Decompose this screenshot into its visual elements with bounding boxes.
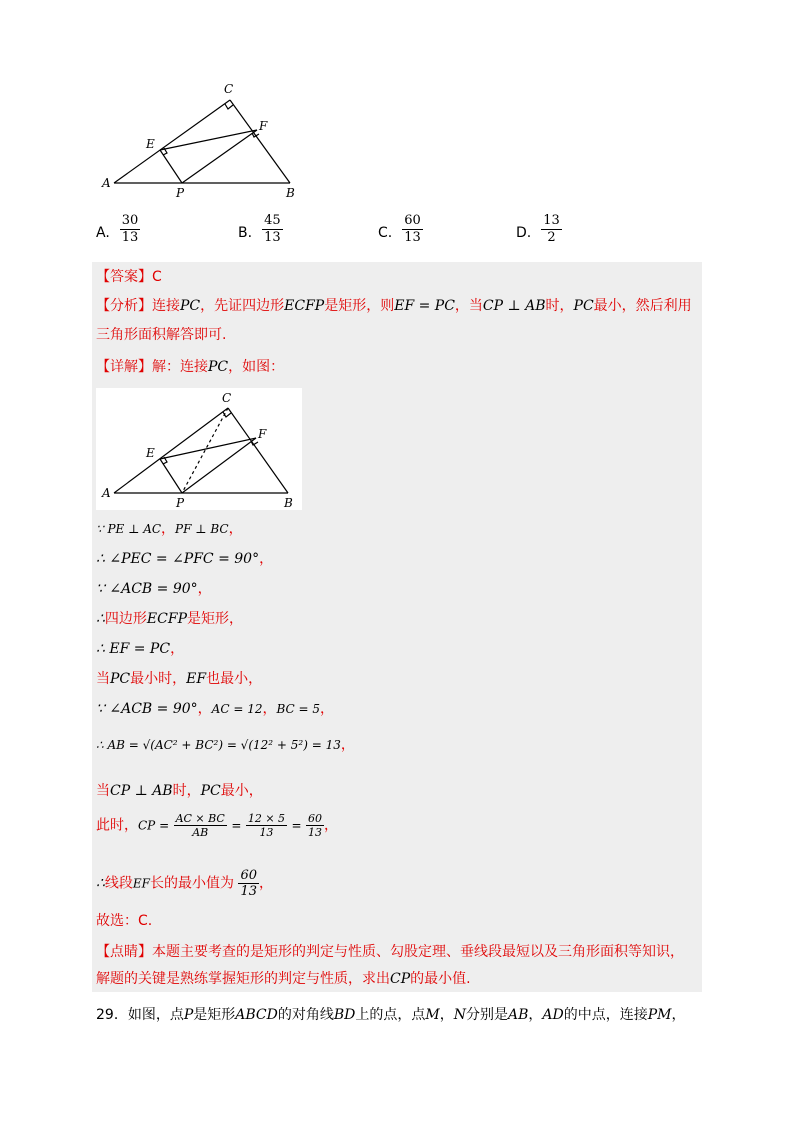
step-text: 最小，: [220, 783, 263, 799]
math-expression: ECFP: [146, 611, 187, 627]
step-text: ，: [197, 701, 212, 717]
math-expression: PC: [110, 671, 131, 687]
math-expression: AB: [507, 1007, 529, 1023]
math-expression: PC: [208, 359, 229, 375]
question-text: 分别是: [465, 1007, 508, 1023]
answer-line: [96, 266, 162, 288]
analysis-text: ，当: [454, 298, 483, 314]
label-E: E: [146, 446, 155, 460]
fraction-denominator: 13: [121, 230, 139, 245]
comment-tag: 【点睛】: [96, 944, 152, 960]
math-expression: =: [291, 818, 302, 833]
step-text: 长的最小值为: [150, 875, 235, 892]
choice-options: [96, 213, 736, 253]
analysis-text: ，先证四边形: [200, 298, 285, 314]
segment-CB: [230, 100, 290, 183]
math-expression: ∴: [96, 611, 105, 627]
step-text: ，: [340, 737, 355, 753]
analysis-text: 最小，然后利用: [593, 298, 692, 314]
fraction: [238, 868, 259, 899]
step-6: [96, 668, 262, 690]
math-expression: AC = 12: [211, 702, 263, 716]
analysis-line-2: 三角形面积解答即可.: [96, 327, 227, 343]
question-text: ，: [528, 1007, 543, 1023]
label-C: C: [224, 82, 234, 96]
math-expression: EF: [186, 671, 207, 687]
question-text: ，: [671, 1007, 686, 1023]
answer-tag: 【答案】: [96, 269, 152, 285]
math-expression: CP ⊥ AB: [482, 298, 546, 314]
fraction-numerator: 13: [543, 213, 560, 228]
step-text: 此时，: [96, 817, 138, 834]
math-expression: ECFP: [284, 298, 325, 314]
detail-text: ，如图：: [228, 359, 285, 375]
step-5: [96, 638, 184, 660]
question-text: 上的点，点: [355, 1007, 426, 1023]
step-text: 当: [96, 783, 110, 799]
math-expression: PM: [647, 1007, 672, 1023]
choice-letter: A.: [96, 224, 110, 241]
step-text: ，: [170, 641, 185, 657]
label-B: B: [286, 186, 295, 200]
math-expression: AD: [542, 1007, 564, 1023]
math-expression: CP: [390, 971, 411, 987]
solution-block: [92, 262, 702, 992]
fraction-denominator: 13: [259, 826, 274, 839]
step-text: ，: [262, 701, 277, 717]
fraction-denominator: 13: [308, 826, 323, 839]
question-text: ，: [439, 1007, 454, 1023]
step-2: [96, 548, 273, 570]
question-text: 的中点，连接: [563, 1007, 648, 1023]
fraction-numerator: 12 × 5: [247, 812, 286, 825]
choice-letter: C.: [378, 224, 393, 241]
step-text: ，: [228, 521, 243, 537]
step-1: [96, 518, 243, 540]
step-12: 故选：C.: [96, 913, 153, 929]
step-text: 当: [96, 671, 110, 687]
step-text: ，: [320, 701, 335, 717]
label-E: E: [146, 137, 155, 151]
question-text: 是矩形: [193, 1007, 236, 1023]
math-expression: P: [183, 1007, 194, 1023]
step-text: 线段: [104, 875, 133, 892]
choice-letter: D.: [516, 224, 532, 241]
segment-AC: [114, 100, 230, 183]
math-expression: EF: [132, 876, 151, 891]
fraction-numerator: 60: [308, 812, 323, 825]
triangle-figure-top: [96, 78, 306, 200]
analysis-text: 时，: [545, 298, 574, 314]
step-10: [96, 812, 338, 839]
detail-tag: 【详解】: [96, 359, 152, 375]
choice-fraction: [541, 213, 562, 246]
label-A: A: [102, 486, 111, 500]
analysis-line-1: [96, 295, 692, 317]
step-7: [96, 698, 334, 720]
fraction-numerator: 60: [240, 868, 258, 883]
choice-b: [238, 213, 283, 246]
step-text: ，: [324, 817, 339, 834]
step-text: 时，: [172, 783, 201, 799]
choice-fraction: [262, 213, 283, 246]
fraction: [174, 812, 227, 839]
math-expression: ABCD: [235, 1007, 278, 1023]
math-expression: ∴ AB = √(AC² + BC²) = √(12² + 5²) = 13: [96, 738, 341, 752]
step-text: ，: [259, 551, 274, 567]
step-text: 最小时，: [130, 671, 187, 687]
step-4: [96, 608, 243, 630]
math-expression: BD: [333, 1007, 356, 1023]
question-29: [96, 1004, 716, 1026]
analysis-text: 连接: [152, 298, 180, 314]
math-expression: ∵ ∠ACB = 90°: [96, 581, 198, 597]
math-expression: N: [453, 1007, 466, 1023]
math-expression: PC: [200, 783, 221, 799]
label-C: C: [222, 391, 232, 405]
question-number: 29．: [96, 1007, 128, 1023]
label-B: B: [284, 496, 293, 510]
choice-letter: B.: [238, 224, 253, 241]
fraction-denominator: 13: [264, 230, 281, 245]
step-9: [96, 780, 263, 802]
math-expression: PC: [180, 298, 201, 314]
step-text: 四边形: [104, 611, 147, 627]
question-text: 如图，点: [127, 1007, 184, 1023]
label-P: P: [176, 496, 185, 510]
math-expression: =: [231, 818, 242, 833]
math-expression: ∵ ∠ACB = 90°: [96, 701, 198, 717]
fraction: [306, 812, 324, 839]
label-A: A: [102, 176, 111, 190]
choice-d: [516, 213, 562, 246]
fraction-numerator: 30: [121, 213, 139, 228]
triangle-figure-bottom: [96, 388, 302, 510]
math-expression: ∴: [96, 875, 105, 892]
fraction-denominator: 2: [547, 230, 556, 245]
label-P: P: [176, 186, 185, 200]
math-expression: CP ⊥ AB: [110, 783, 173, 799]
comment-line-2: [96, 968, 471, 990]
choice-fraction: [120, 213, 141, 246]
answer-value: C: [152, 269, 162, 285]
analysis-text: 是矩形，则: [324, 298, 395, 314]
step-text: ，: [161, 521, 176, 537]
step-text: ，: [197, 581, 212, 597]
math-expression: BC = 5: [276, 702, 321, 716]
fraction-numerator: AC × BC: [175, 812, 225, 825]
detail-text: 解：连接: [152, 359, 208, 375]
math-expression: ∵ PE ⊥ AC: [96, 522, 162, 536]
math-expression: ∴ ∠PEC = ∠PFC = 90°: [96, 551, 260, 567]
fraction-denominator: 13: [240, 884, 258, 899]
math-expression: ∴ EF = PC: [96, 641, 171, 657]
fraction-numerator: 45: [264, 213, 281, 228]
choice-a: [96, 213, 140, 246]
step-text: ，: [259, 875, 274, 892]
label-F: F: [259, 119, 268, 133]
math-expression: PF ⊥ BC: [175, 522, 229, 536]
math-expression: PC: [573, 298, 594, 314]
comment-line-1: [96, 941, 684, 963]
math-expression: CP =: [138, 818, 170, 833]
math-expression: M: [425, 1007, 440, 1023]
choice-c: [378, 213, 423, 246]
step-8: [96, 734, 355, 756]
question-text: 的对角线: [277, 1007, 334, 1023]
comment-text: 的最小值.: [410, 971, 471, 987]
fraction-denominator: AB: [192, 826, 209, 839]
label-F: F: [258, 427, 267, 441]
analysis-tag: 【分析】: [96, 298, 152, 314]
step-text: 是矩形，: [187, 611, 243, 627]
step-11: [96, 868, 273, 899]
fraction: [246, 812, 287, 839]
fraction-denominator: 13: [404, 230, 421, 245]
detail-line: [96, 356, 284, 378]
step-3: [96, 578, 212, 600]
choice-fraction: [402, 213, 423, 246]
step-text: 也最小，: [206, 671, 263, 687]
comment-text: 本题主要考查的是矩形的判定与性质、勾股定理、垂线段最短以及三角形面积等知识，: [152, 944, 684, 960]
comment-text: 解题的关键是熟练掌握矩形的判定与性质，求出: [96, 971, 390, 987]
fraction-numerator: 60: [404, 213, 421, 228]
right-angle-C: [225, 104, 233, 109]
math-expression: EF = PC: [394, 298, 455, 314]
